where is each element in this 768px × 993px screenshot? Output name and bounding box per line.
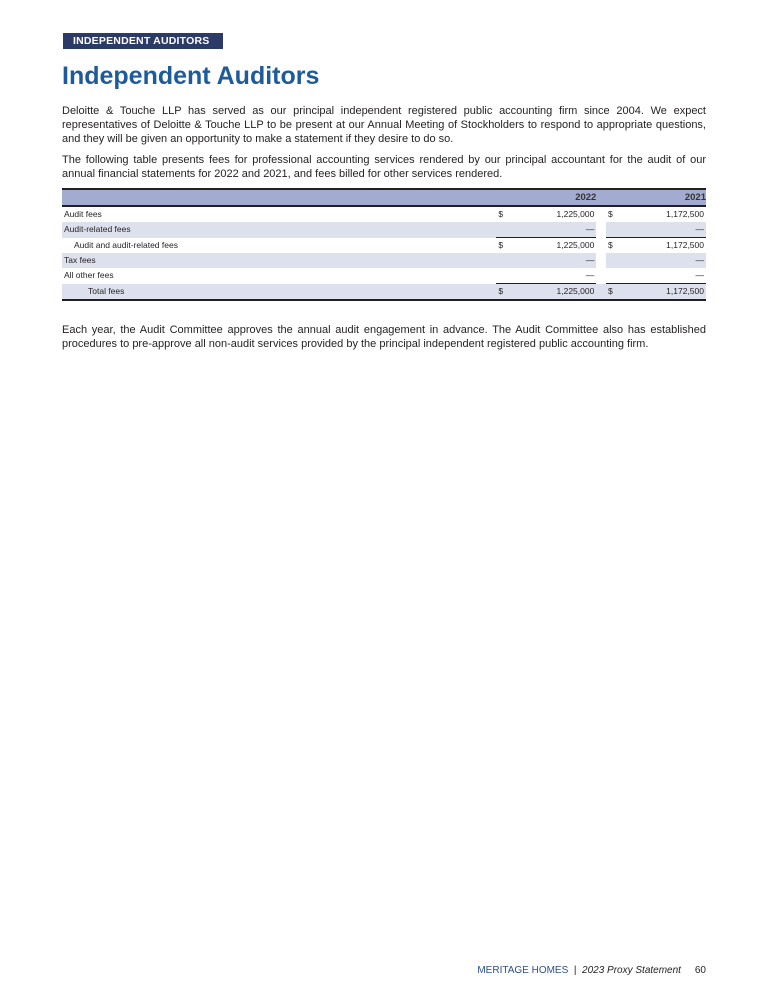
paragraph-table-intro: The following table presents fees for professional accounting services rendered by our principal accountant for the audit of our annual financial statements for 2022 and 2021, and fees billed for other services rendered. bbox=[62, 154, 706, 180]
table-row: Audit and audit-related fees $ 1,225,000 $ 1,172,500 bbox=[74, 239, 704, 250]
table-row: Audit-related fees — — bbox=[62, 222, 706, 238]
table-row: Tax fees — — bbox=[62, 253, 706, 268]
page-number: 60 bbox=[694, 965, 706, 976]
paragraph-audit-committee: Each year, the Audit Committee approves the annual audit engagement in advance. The Audit Committee also has established procedures to pre-approve all non-audit services provided by the principal independent registered public accounting firm. bbox=[62, 324, 706, 350]
footer bbox=[477, 965, 706, 976]
table-row-total: Total fees $ 1,225,000 $ 1,172,500 bbox=[62, 284, 706, 301]
page-title: Independent Auditors bbox=[62, 62, 320, 90]
table-row: Audit fees $ 1,225,000 $ 1,172,500 bbox=[64, 209, 704, 219]
paragraph-intro: Deloitte & Touche LLP has served as our principal independent registered public accounting firm since 2004. We expect representatives of Deloitte & Touche LLP to be present at our Annual Meeting of Stockholders to respond to appropriate questions, and they will be given an opportunity to make a statement if they desire to do so. bbox=[62, 105, 706, 145]
footer-separator: | bbox=[573, 965, 577, 976]
header-2022: 2022 bbox=[510, 189, 596, 206]
table-row: All other fees — — bbox=[62, 268, 706, 284]
footer-doc-title: 2023 Proxy Statement bbox=[582, 965, 681, 976]
footer-brand: MERITAGE HOMES bbox=[477, 965, 569, 976]
section-tag: INDEPENDENT AUDITORS bbox=[63, 33, 223, 49]
fees-table bbox=[62, 188, 706, 301]
table-header bbox=[62, 189, 706, 206]
header-2021: 2021 bbox=[620, 189, 706, 206]
